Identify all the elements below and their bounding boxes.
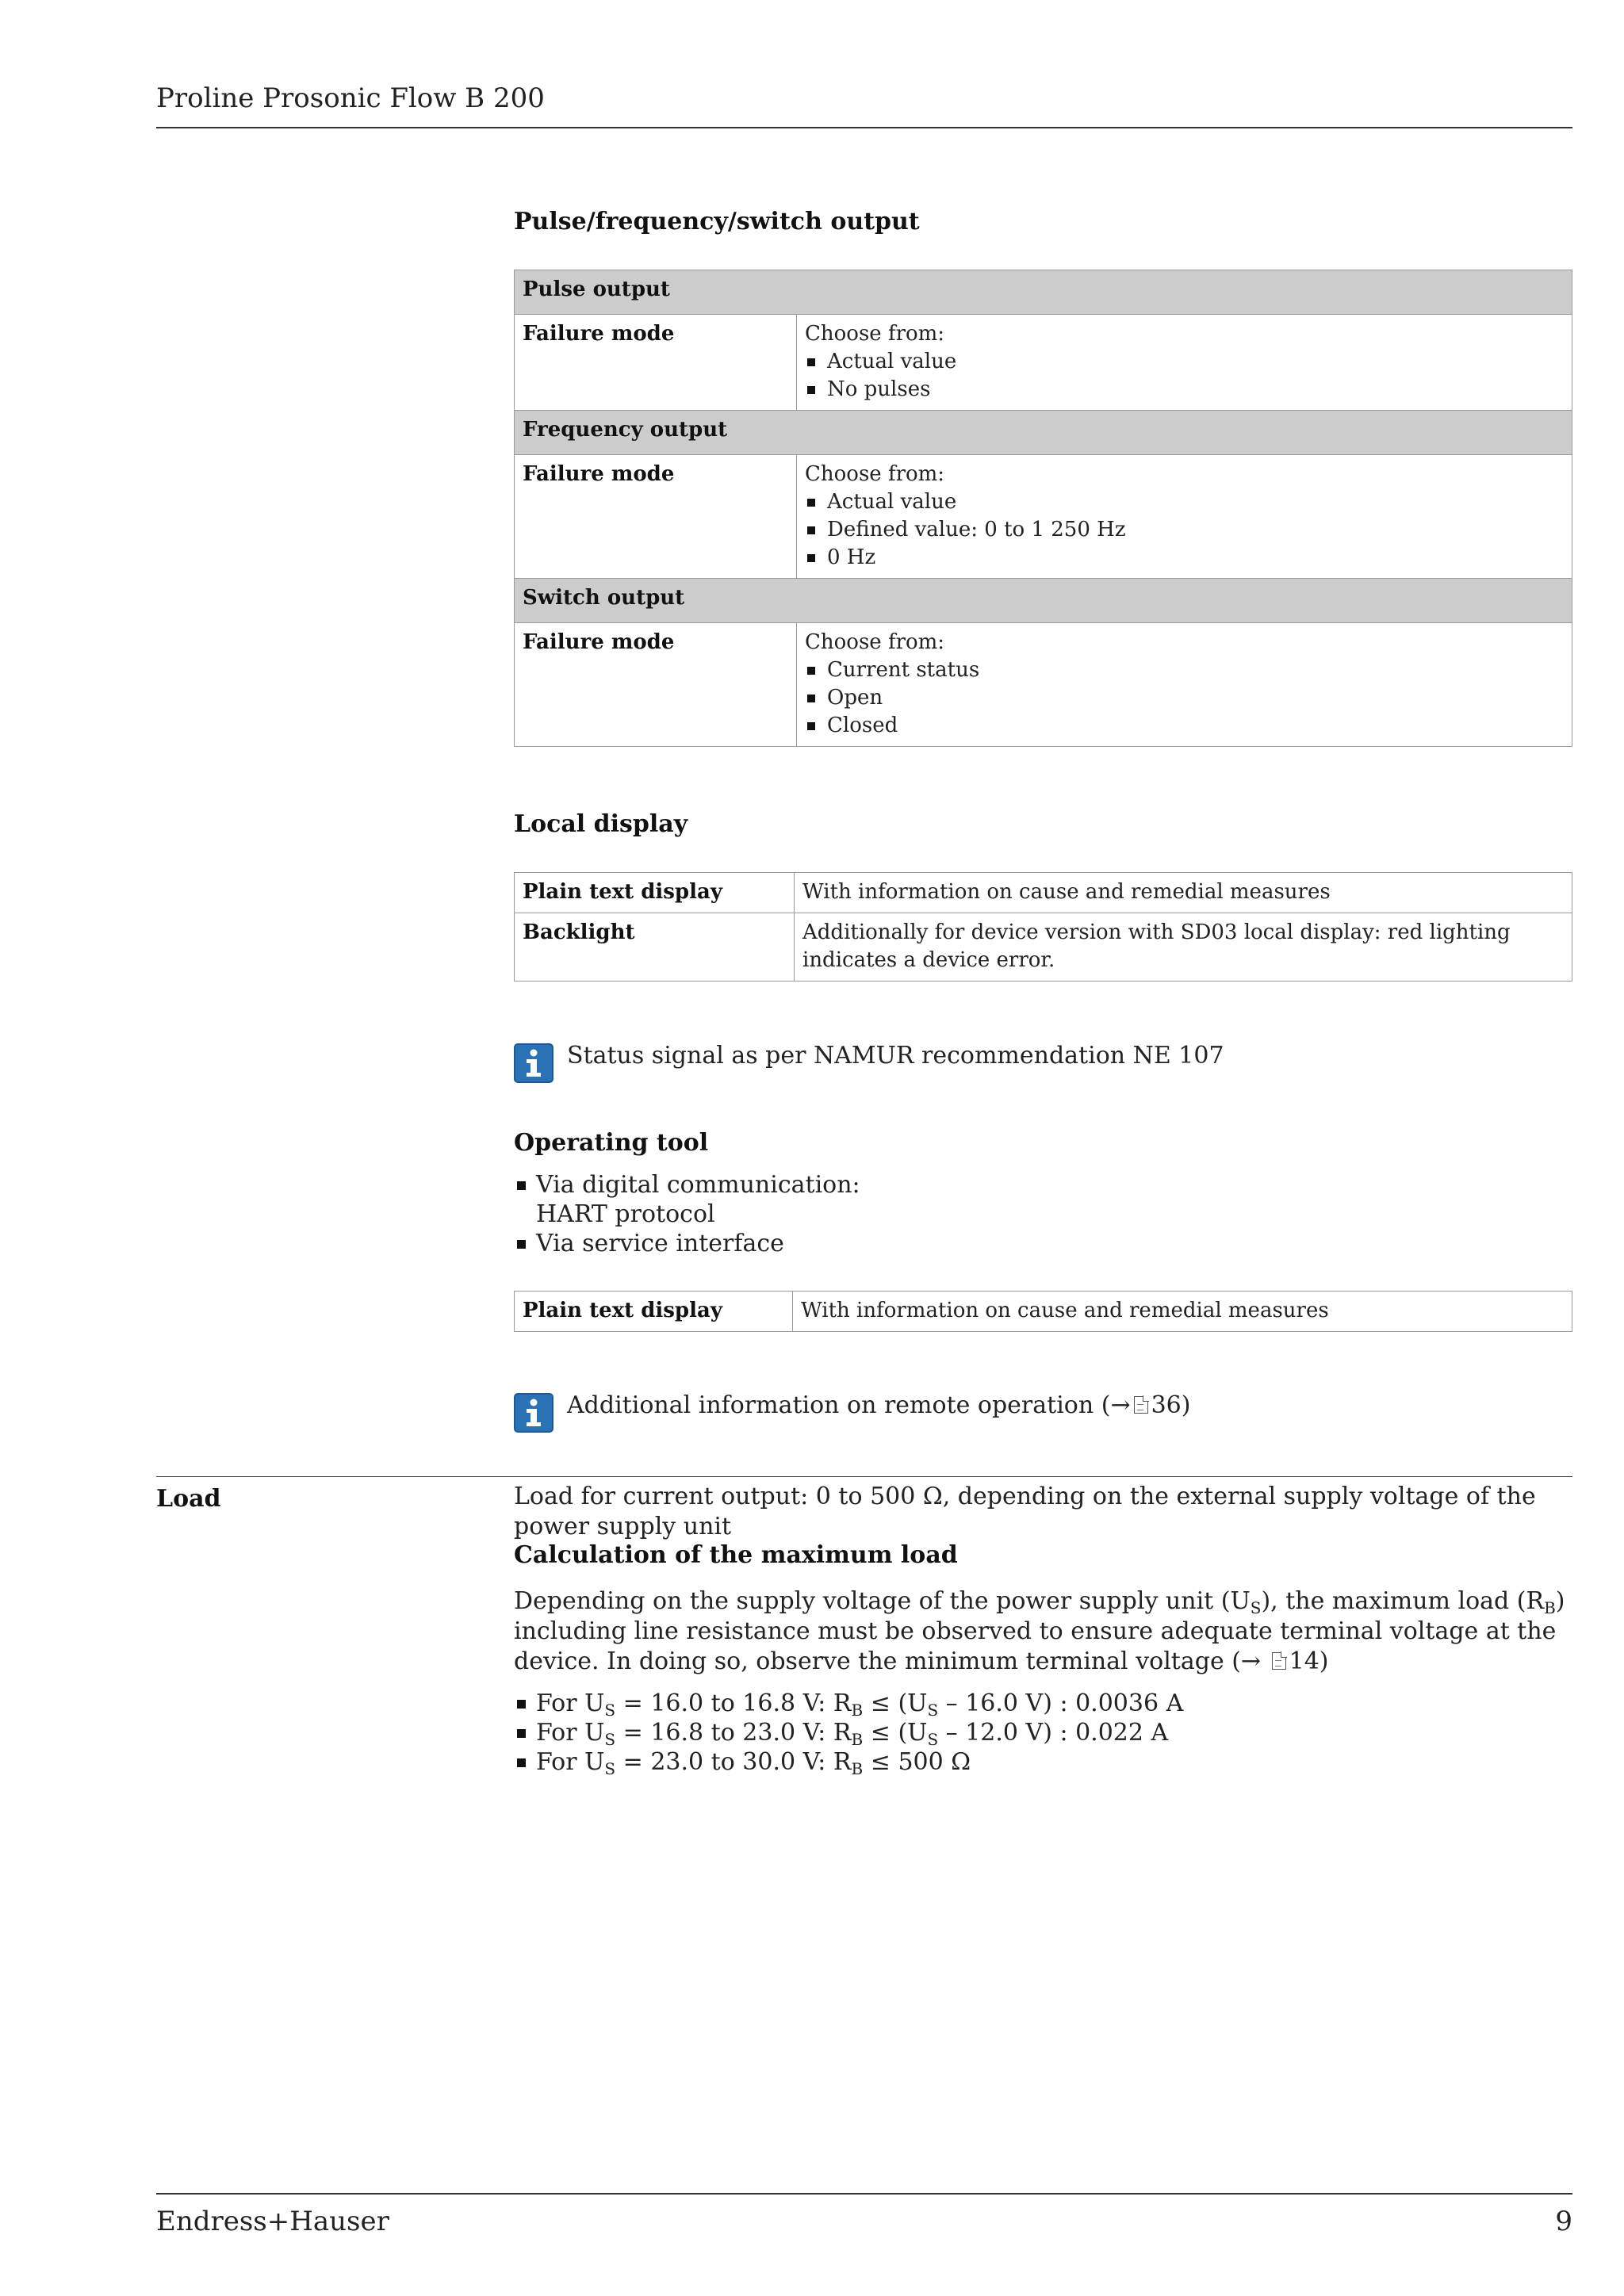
formula-text: ≤ (U <box>863 1689 928 1717</box>
table-row <box>515 623 1572 747</box>
table-section-row <box>515 270 1572 315</box>
operating-tool-table <box>514 1291 1572 1332</box>
options-intro: Choose from: <box>805 462 945 486</box>
note-text: Additional information on remote operation <box>567 1391 1094 1419</box>
pulse-section-heading: Pulse/frequency/switch output <box>514 208 920 235</box>
list-item <box>514 1170 860 1229</box>
list-item <box>514 1747 1183 1777</box>
digital-communication-label: Via digital communication: <box>536 1171 860 1199</box>
page-number: 9 <box>1555 2206 1572 2237</box>
options-intro: Choose from: <box>805 630 945 654</box>
table-row <box>515 1292 1572 1332</box>
frequency-output-title: Frequency output <box>515 411 1572 455</box>
table-row <box>515 315 1572 411</box>
formula-text: ≤ (U <box>863 1719 928 1747</box>
footer-brand: Endress+Hauser <box>156 2206 389 2237</box>
list-item: 0 Hz <box>805 544 1564 572</box>
remote-operation-note <box>514 1391 1190 1433</box>
calc-heading: Calculation of the maximum load <box>514 1541 958 1569</box>
options-list <box>805 348 1564 404</box>
remote-operation-text <box>567 1391 1190 1419</box>
header-divider <box>156 127 1572 128</box>
plain-text-display-label: Plain text display <box>515 1292 793 1332</box>
table-row <box>515 913 1572 982</box>
load-section-divider <box>156 1476 1572 1477</box>
table-section-row <box>515 411 1572 455</box>
subscript: S <box>927 1701 939 1720</box>
formula-text: ≤ 500 Ω <box>863 1748 971 1776</box>
subscript: S <box>604 1701 616 1720</box>
options-intro: Choose from: <box>805 322 945 346</box>
list-item: Defined value: 0 to 1 250 Hz <box>805 516 1564 544</box>
info-icon <box>514 1043 553 1083</box>
failure-mode-label: Failure mode <box>515 623 797 747</box>
backlight-value: Additionally for device version with SD03 local display: red lighting indicates a device error. <box>795 913 1572 982</box>
formula-text: = 16.0 to 16.8 V: R <box>615 1689 852 1717</box>
footer-divider <box>156 2193 1572 2195</box>
calc-paragraph <box>514 1586 1572 1677</box>
load-label: Load <box>156 1485 221 1513</box>
backlight-label: Backlight <box>515 913 795 982</box>
table-row <box>515 873 1572 913</box>
pulse-output-title: Pulse output <box>515 270 1572 315</box>
formula-text: = 16.8 to 23.0 V: R <box>615 1719 852 1747</box>
plain-text-display-value: With information on cause and remedial measures <box>793 1292 1572 1332</box>
subscript: S <box>604 1730 616 1749</box>
hart-protocol-label: HART protocol <box>536 1200 715 1228</box>
subscript: S <box>1250 1598 1262 1617</box>
formula-text: – 12.0 V) : 0.022 A <box>938 1719 1169 1747</box>
plain-text-display-value: With information on cause and remedial measures <box>795 873 1572 913</box>
namur-note <box>514 1042 1224 1083</box>
para-text: ), the maximum load (R <box>1261 1587 1545 1615</box>
operating-tool-heading: Operating tool <box>514 1129 709 1157</box>
list-item: Via service interface <box>514 1229 860 1258</box>
list-item: Actual value <box>805 488 1564 516</box>
document-title: Proline Prosonic Flow B 200 <box>156 82 545 114</box>
list-item <box>514 1689 1183 1718</box>
failure-mode-options <box>797 315 1572 411</box>
formula-text: For U <box>536 1689 605 1717</box>
list-item: Closed <box>805 712 1564 740</box>
subscript: B <box>851 1701 864 1720</box>
subscript: S <box>604 1759 616 1778</box>
list-item <box>514 1718 1183 1747</box>
page-reference-icon <box>1272 1652 1286 1670</box>
list-item: No pulses <box>805 376 1564 404</box>
formula-text: For U <box>536 1719 605 1747</box>
options-list <box>805 488 1564 572</box>
para-page-reference: 14) <box>1289 1647 1329 1675</box>
load-formula-list <box>514 1689 1183 1777</box>
note-ref-arrow: (→ <box>1101 1391 1131 1419</box>
note-page-reference: 36) <box>1151 1391 1191 1419</box>
page-reference-icon <box>1134 1396 1148 1414</box>
failure-mode-label: Failure mode <box>515 455 797 579</box>
subscript: B <box>1544 1598 1556 1617</box>
subscript: B <box>851 1730 864 1749</box>
namur-note-text: Status signal as per NAMUR recommendation NE 107 <box>567 1042 1224 1070</box>
table-row <box>515 455 1572 579</box>
options-list <box>805 656 1564 740</box>
failure-mode-options <box>797 455 1572 579</box>
pulse-output-table <box>514 270 1572 747</box>
failure-mode-label: Failure mode <box>515 315 797 411</box>
list-item: Current status <box>805 656 1564 684</box>
formula-text: = 23.0 to 30.0 V: R <box>615 1748 852 1776</box>
failure-mode-options <box>797 623 1572 747</box>
formula-text: – 16.0 V) : 0.0036 A <box>938 1689 1184 1717</box>
list-item: Open <box>805 684 1564 712</box>
subscript: B <box>851 1759 864 1778</box>
load-intro: Load for current output: 0 to 500 Ω, depending on the external supply voltage of the power supply unit <box>514 1483 1536 1540</box>
list-item: Actual value <box>805 348 1564 376</box>
operating-tool-list <box>514 1170 860 1258</box>
para-text: ) including line resistance must be observed to ensure adequate terminal voltage at the device. In doing so, observe the minimum terminal voltage (→ <box>514 1587 1565 1675</box>
local-display-heading: Local display <box>514 810 688 838</box>
switch-output-title: Switch output <box>515 579 1572 623</box>
plain-text-display-label: Plain text display <box>515 873 795 913</box>
info-icon <box>514 1393 553 1433</box>
subscript: S <box>927 1730 939 1749</box>
formula-text: For U <box>536 1748 605 1776</box>
local-display-table <box>514 872 1572 982</box>
para-text: Depending on the supply voltage of the power supply unit (U <box>514 1587 1251 1615</box>
table-section-row <box>515 579 1572 623</box>
